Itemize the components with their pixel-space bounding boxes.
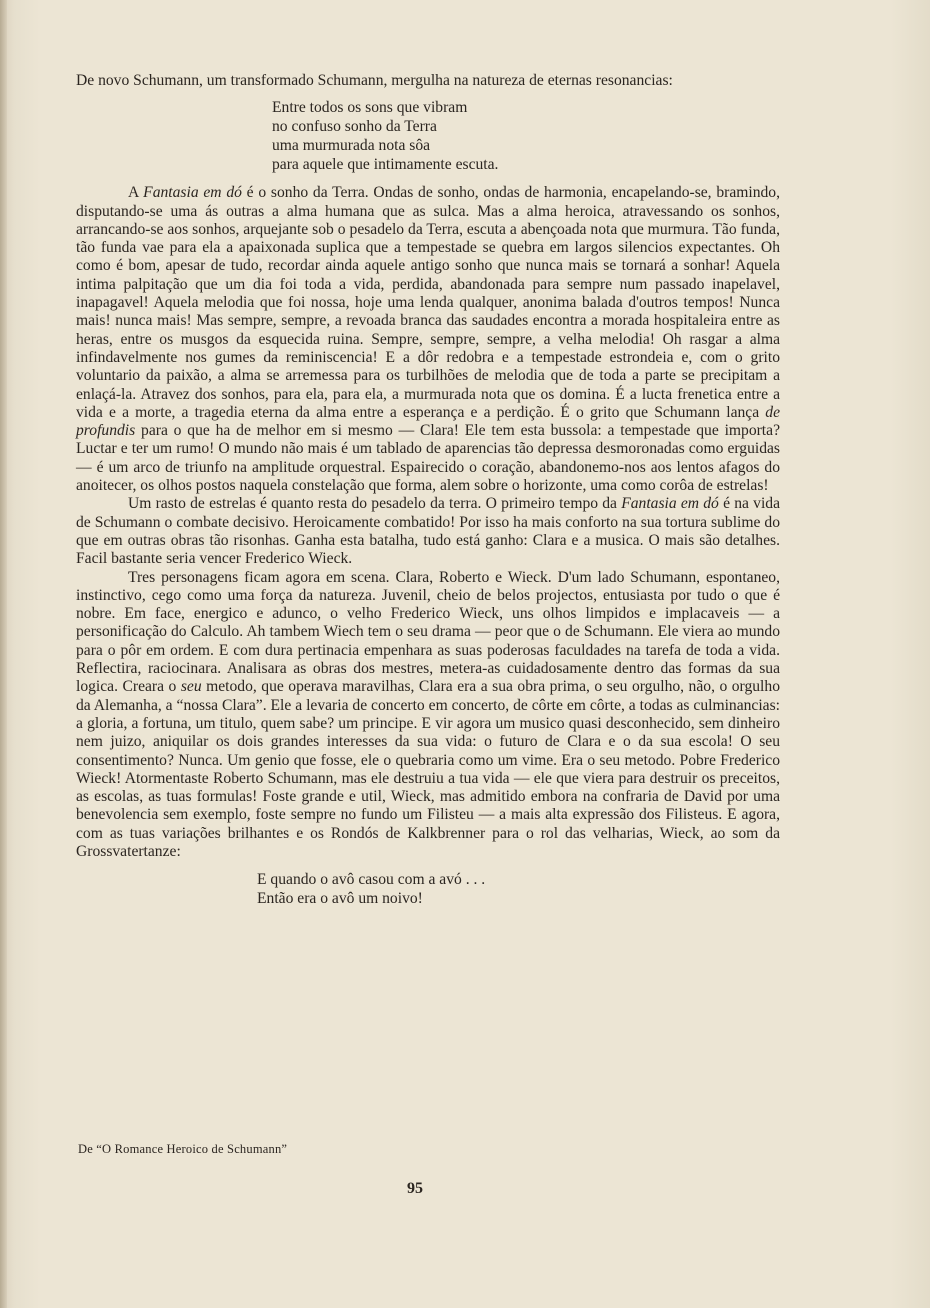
paragraph-personagens bbox=[76, 569, 780, 862]
text-run: para o que ha de melhor em si mesmo — Clara! Ele tem esta bussola: a tempestade que importa? Luctar e ter um rumo! O mundo não mais é um tablado de aparencias tão depressa desmoronadas como erguidas — é um arco de triunfo na amplitude orquestral. Espairecido o coração, abandonemo-nos aos lentos afagos do anoitecer, os olhos postos naquela constelação que forma, alem sobre o horizonte, uma como corôa de estrelas! bbox=[76, 422, 780, 495]
couplet-block bbox=[257, 871, 780, 908]
page-body bbox=[76, 72, 780, 908]
italic-phrase: de profundis bbox=[76, 403, 780, 440]
italic-word: seu bbox=[180, 678, 202, 696]
text-run: é na vida de Schumann o combate decisivo. Heroicamente combatido! Por isso ha mais conforto na sua tortura sublime do que em outras obras tão risonhas. Ganha esta batalha, tudo está ganho: Clara e a musica. O mais são detalhes. Facil bastante seria vencer Frederico Wieck. bbox=[76, 495, 780, 568]
italic-title: Fantasia em dó bbox=[621, 495, 719, 513]
page-number: 95 bbox=[407, 1180, 423, 1197]
text-run: Um rasto de estrelas é quanto resta do pesadelo da terra. O primeiro tempo da bbox=[128, 495, 622, 513]
poem-line: no confuso sonho da Terra bbox=[272, 118, 437, 136]
text-run: metodo, que operava maravilhas, Clara era a sua obra prima, o seu orgulho, não, o orgulho da Alemanha, a “nossa Clara”. Ele a levaria de concerto em concerto, de côrte em côrte, a todas as culminancias: a gloria, a fortuna, um titulo, quem sabe? um principe. E vir agora um musico quasi desconhecido, sem dinheiro nem juizo, aniquilar os dois grandes interesses da sua vida: o futuro de Clara e o da sua escola! O seu consentimento? Nunca. Um genio que fosse, ele o quebraria como um vime. Era o seu metodo. Pobre Frederico Wieck! Atormentaste Roberto Schumann, mas ele destruiu a tua vida — ele que viera para destruir os preceitos, as escolas, as tuas formulas! Foste grande e util, Wieck, mas admitido embora na confraria de David por uma benevolencia sem exemplo, foste sempre no fundo um Filisteu — a mais alta expressão dos Filisteus. E agora, com as tuas variações brilhantes e os Rondós de Kalkbrenner para o rol das velharias, Wieck, ao som da Grossvatertanze: bbox=[76, 678, 780, 860]
text-run: A bbox=[128, 184, 144, 202]
source-citation: De “O Romance Heroico de Schumann” bbox=[78, 1142, 288, 1156]
poem-line: Entre todos os sons que vibram bbox=[272, 99, 468, 117]
paragraph-fantasia bbox=[76, 184, 780, 495]
couplet-line: Então era o avô um noivo! bbox=[257, 889, 423, 907]
italic-title: Fantasia em dó bbox=[143, 184, 242, 202]
intro-line: De novo Schumann, um transformado Schumann, mergulha na natureza de eternas resonancias: bbox=[76, 72, 673, 89]
poem-line: para aquele que intimamente escuta. bbox=[272, 156, 499, 174]
paragraph-rasto bbox=[76, 495, 780, 568]
poem-line: uma murmurada nota sôa bbox=[272, 137, 431, 155]
binding-edge bbox=[0, 0, 7, 1308]
text-run: é o sonho da Terra. Ondas de sonho, ondas de harmonia, encapelando-se, bramindo, disputando-se uma ás outras a alma humana que as sulca. Mas a alma heroica, atravessando os sonhos, arrancando-se aos sonhos, arquejante sob o pesadelo da Terra, escuta a abençoada nota que murmura. Tão funda, tão funda vae para ela a apaixonada suplica que a tempestade se quebra em largos silencios expectantes. Oh como é bom, apesar de tudo, recordar ainda aquele antigo sonho que nunca mais se tornará a sonhar! Aquela intima palpitação que um dia foi toda a vida, perdida, abandonada para sempre num passado inapelavel, inapagavel! Aquela melodia que foi nossa, hoje uma lenda qualquer, anonima balada d'outros tempos! Nunca mais! nunca mais! Mas sempre, sempre, a revoada branca das saudades encontra a morada hospitaleira entre as heras, entre os musgos da esquecida ruina. Sempre, sempre, sempre, a velha melodia! Oh rasgar a alma infindavelmente nos gumes da reminiscencia! E a dôr redobra e a tempestade estrondeia e, com o grito voluntario da paixão, a alma se arremessa para os turbilhões de melodia que de toda a parte se precipitam a enlaçá-la. Atravez dos sonhos, para ela, para ela, a murmurada nota que os domina. É a lucta frenetica entre a vida e a morte, a tragedia eterna da alma entre a esperança e a perdição. É o grito que Schumann lança bbox=[76, 184, 781, 421]
poem-block bbox=[76, 98, 780, 174]
couplet-line: E quando o avô casou com a avó . . . bbox=[257, 871, 486, 889]
text-run: Tres personagens ficam agora em scena. Clara, Roberto e Wieck. D'um lado Schumann, espontaneo, instinctivo, cego como uma força da natureza. Juvenil, cheio de belos projectos, entusiasta por tudo o que é nobre. Em face, energico e adunco, o velho Frederico Wieck, uns olhos limpidos e implacaveis — a personificação do Calculo. Ah tambem Wiech tem o seu drama — peor que o de Schumann. Ele viera ao mundo para o pôr em ordem. E com dura pertinacia empenhara as suas poderosas faculdades na tarefa de toda a vida. Reflectira, raciocinara. Analisara as obras dos mestres, metera-as cuidadosamente dentro das formas da sua logica. Creara o bbox=[76, 568, 780, 696]
